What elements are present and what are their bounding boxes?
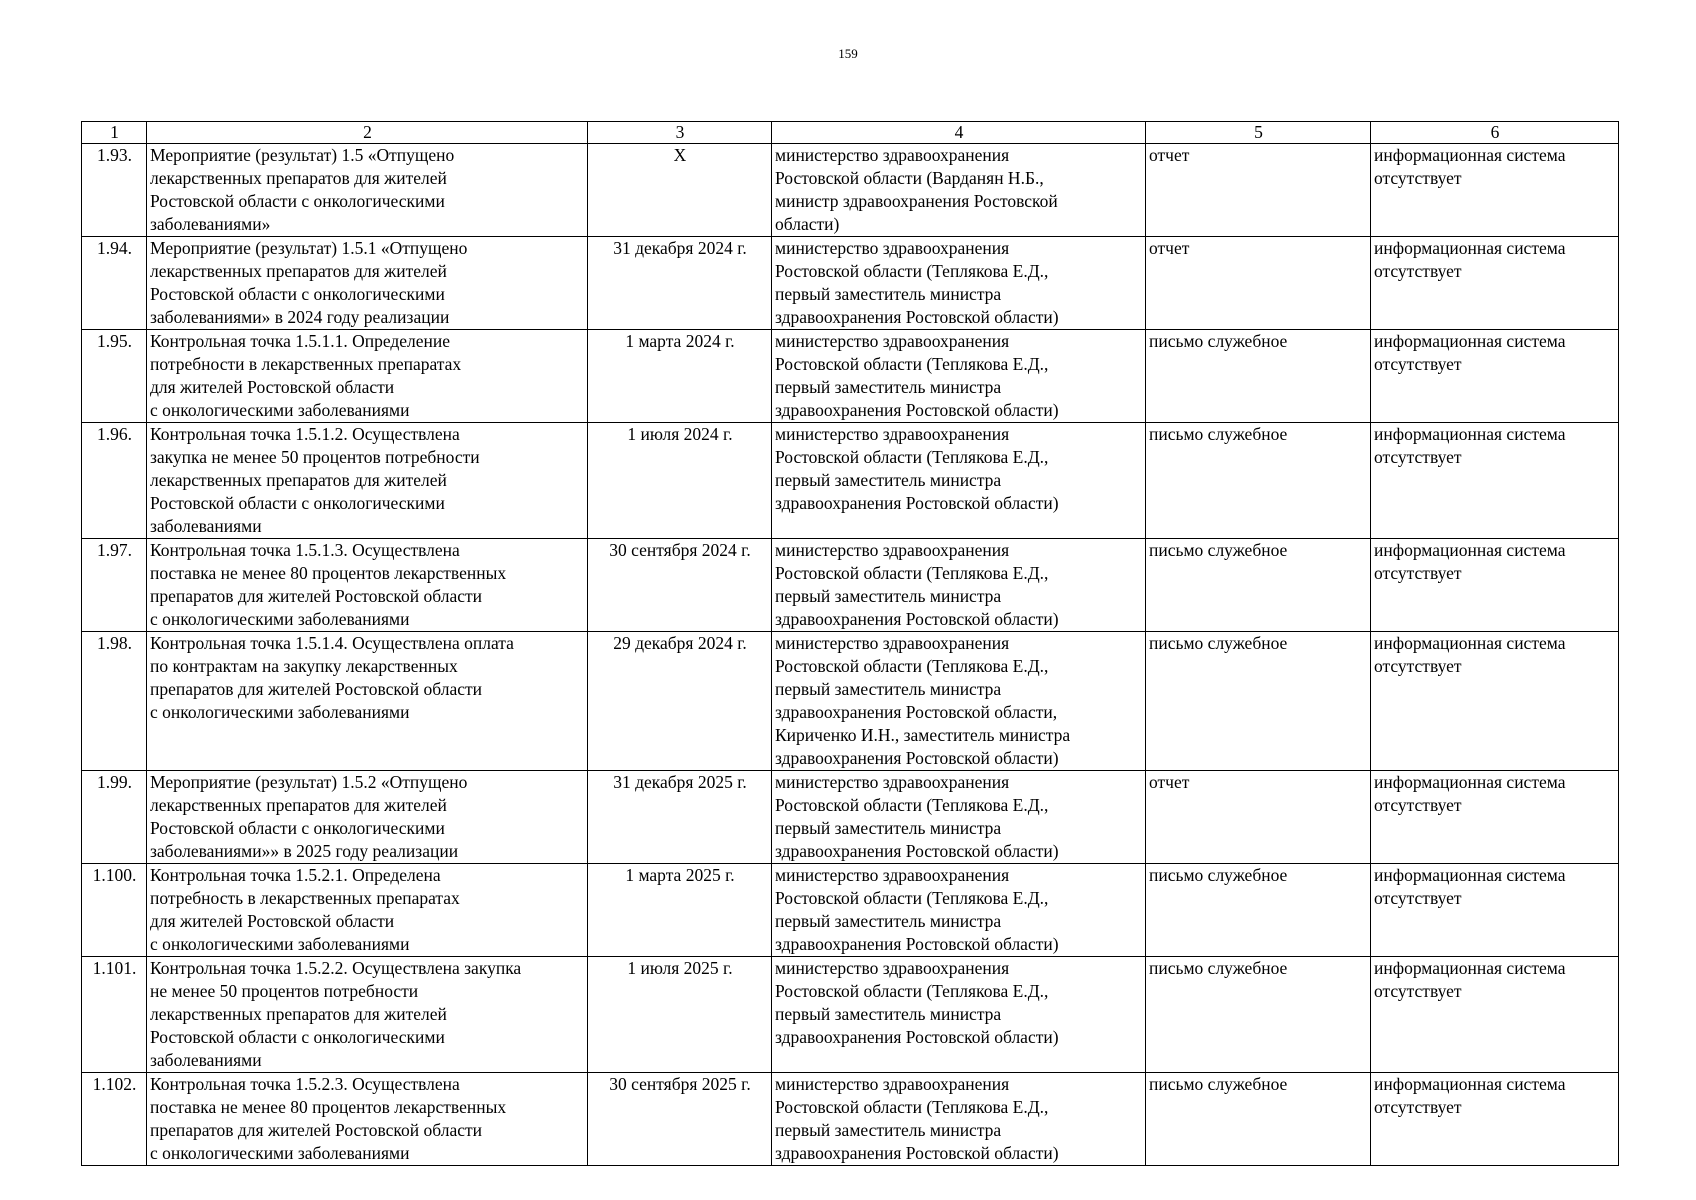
responsible-cell: министерство здравоохранения Ростовской области (Варданян Н.Б., министр здравоохранения Ростовской области) bbox=[772, 144, 1146, 237]
responsible-cell: министерство здравоохранения Ростовской области (Теплякова Е.Д., первый заместитель министра здравоохранения Ростовской области) bbox=[772, 771, 1146, 864]
document-type-cell: отчет bbox=[1146, 144, 1371, 237]
due-date-cell: 1 марта 2024 г. bbox=[588, 330, 772, 423]
responsible-cell: министерство здравоохранения Ростовской области (Теплякова Е.Д., первый заместитель министра здравоохранения Ростовской области, Кириченко И.Н., заместитель министра здравоохранения Ростовской области) bbox=[772, 632, 1146, 771]
event-cell: Контрольная точка 1.5.1.3. Осуществлена поставка не менее 80 процентов лекарственных препаратов для жителей Ростовской области с онкологическими заболеваниями bbox=[147, 539, 588, 632]
document-type-cell: отчет bbox=[1146, 237, 1371, 330]
info-system-cell: информационная система отсутствует bbox=[1371, 237, 1619, 330]
event-cell: Контрольная точка 1.5.2.1. Определена потребность в лекарственных препаратах для жителей Ростовской области с онкологическими заболеваниями bbox=[147, 864, 588, 957]
info-system-cell: информационная система отсутствует bbox=[1371, 771, 1619, 864]
plan-table bbox=[81, 121, 1619, 1166]
responsible-cell: министерство здравоохранения Ростовской области (Теплякова Е.Д., первый заместитель министра здравоохранения Ростовской области) bbox=[772, 864, 1146, 957]
info-system-cell: информационная система отсутствует bbox=[1371, 539, 1619, 632]
document-type-cell: письмо служебное bbox=[1146, 957, 1371, 1073]
column-header: 1 bbox=[82, 122, 147, 144]
row-number-cell: 1.95. bbox=[82, 330, 147, 423]
info-system-cell: информационная система отсутствует bbox=[1371, 144, 1619, 237]
event-cell: Контрольная точка 1.5.2.3. Осуществлена поставка не менее 80 процентов лекарственных препаратов для жителей Ростовской области с онкологическими заболеваниями bbox=[147, 1073, 588, 1166]
document-type-cell: письмо служебное bbox=[1146, 539, 1371, 632]
column-header: 2 bbox=[147, 122, 588, 144]
table-row bbox=[82, 771, 1619, 864]
row-number-cell: 1.97. bbox=[82, 539, 147, 632]
due-date-cell: X bbox=[588, 144, 772, 237]
table-row bbox=[82, 957, 1619, 1073]
event-cell: Контрольная точка 1.5.1.1. Определение потребности в лекарственных препаратах для жителей Ростовской области с онкологическими заболеваниями bbox=[147, 330, 588, 423]
responsible-cell: министерство здравоохранения Ростовской области (Теплякова Е.Д., первый заместитель министра здравоохранения Ростовской области) bbox=[772, 539, 1146, 632]
table-row bbox=[82, 330, 1619, 423]
event-cell: Мероприятие (результат) 1.5.1 «Отпущено лекарственных препаратов для жителей Ростовской области с онкологическими заболеваниями» в 2024 году реализации bbox=[147, 237, 588, 330]
due-date-cell: 30 сентября 2024 г. bbox=[588, 539, 772, 632]
row-number-cell: 1.98. bbox=[82, 632, 147, 771]
responsible-cell: министерство здравоохранения Ростовской области (Теплякова Е.Д., первый заместитель министра здравоохранения Ростовской области) bbox=[772, 1073, 1146, 1166]
responsible-cell: министерство здравоохранения Ростовской области (Теплякова Е.Д., первый заместитель министра здравоохранения Ростовской области) bbox=[772, 237, 1146, 330]
row-number-cell: 1.96. bbox=[82, 423, 147, 539]
table-row bbox=[82, 144, 1619, 237]
column-header: 3 bbox=[588, 122, 772, 144]
info-system-cell: информационная система отсутствует bbox=[1371, 423, 1619, 539]
due-date-cell: 1 июля 2025 г. bbox=[588, 957, 772, 1073]
info-system-cell: информационная система отсутствует bbox=[1371, 330, 1619, 423]
row-number-cell: 1.93. bbox=[82, 144, 147, 237]
due-date-cell: 30 сентября 2025 г. bbox=[588, 1073, 772, 1166]
event-cell: Мероприятие (результат) 1.5.2 «Отпущено лекарственных препаратов для жителей Ростовской области с онкологическими заболеваниями»» в 2025 году реализации bbox=[147, 771, 588, 864]
document-type-cell: отчет bbox=[1146, 771, 1371, 864]
table-row bbox=[82, 423, 1619, 539]
event-cell: Контрольная точка 1.5.1.2. Осуществлена закупка не менее 50 процентов потребности лекарственных препаратов для жителей Ростовской области с онкологическими заболеваниями bbox=[147, 423, 588, 539]
table-header-row bbox=[82, 122, 1619, 144]
due-date-cell: 1 июля 2024 г. bbox=[588, 423, 772, 539]
table-row bbox=[82, 864, 1619, 957]
column-header: 6 bbox=[1371, 122, 1619, 144]
document-type-cell: письмо служебное bbox=[1146, 864, 1371, 957]
table-row bbox=[82, 1073, 1619, 1166]
row-number-cell: 1.102. bbox=[82, 1073, 147, 1166]
info-system-cell: информационная система отсутствует bbox=[1371, 957, 1619, 1073]
event-cell: Мероприятие (результат) 1.5 «Отпущено лекарственных препаратов для жителей Ростовской области с онкологическими заболеваниями» bbox=[147, 144, 588, 237]
row-number-cell: 1.101. bbox=[82, 957, 147, 1073]
due-date-cell: 31 декабря 2024 г. bbox=[588, 237, 772, 330]
row-number-cell: 1.100. bbox=[82, 864, 147, 957]
responsible-cell: министерство здравоохранения Ростовской области (Теплякова Е.Д., первый заместитель министра здравоохранения Ростовской области) bbox=[772, 957, 1146, 1073]
table-row bbox=[82, 632, 1619, 771]
due-date-cell: 31 декабря 2025 г. bbox=[588, 771, 772, 864]
document-type-cell: письмо служебное bbox=[1146, 632, 1371, 771]
table-row bbox=[82, 237, 1619, 330]
info-system-cell: информационная система отсутствует bbox=[1371, 864, 1619, 957]
column-header: 4 bbox=[772, 122, 1146, 144]
event-cell: Контрольная точка 1.5.2.2. Осуществлена закупка не менее 50 процентов потребности лекарственных препаратов для жителей Ростовской области с онкологическими заболеваниями bbox=[147, 957, 588, 1073]
column-header: 5 bbox=[1146, 122, 1371, 144]
info-system-cell: информационная система отсутствует bbox=[1371, 1073, 1619, 1166]
event-cell: Контрольная точка 1.5.1.4. Осуществлена оплата по контрактам на закупку лекарственных препаратов для жителей Ростовской области с онкологическими заболеваниями bbox=[147, 632, 588, 771]
table-row bbox=[82, 539, 1619, 632]
row-number-cell: 1.94. bbox=[82, 237, 147, 330]
responsible-cell: министерство здравоохранения Ростовской области (Теплякова Е.Д., первый заместитель министра здравоохранения Ростовской области) bbox=[772, 423, 1146, 539]
responsible-cell: министерство здравоохранения Ростовской области (Теплякова Е.Д., первый заместитель министра здравоохранения Ростовской области) bbox=[772, 330, 1146, 423]
document-type-cell: письмо служебное bbox=[1146, 330, 1371, 423]
due-date-cell: 1 марта 2025 г. bbox=[588, 864, 772, 957]
info-system-cell: информационная система отсутствует bbox=[1371, 632, 1619, 771]
document-type-cell: письмо служебное bbox=[1146, 1073, 1371, 1166]
due-date-cell: 29 декабря 2024 г. bbox=[588, 632, 772, 771]
row-number-cell: 1.99. bbox=[82, 771, 147, 864]
document-type-cell: письмо служебное bbox=[1146, 423, 1371, 539]
page-number: 159 bbox=[838, 46, 858, 61]
